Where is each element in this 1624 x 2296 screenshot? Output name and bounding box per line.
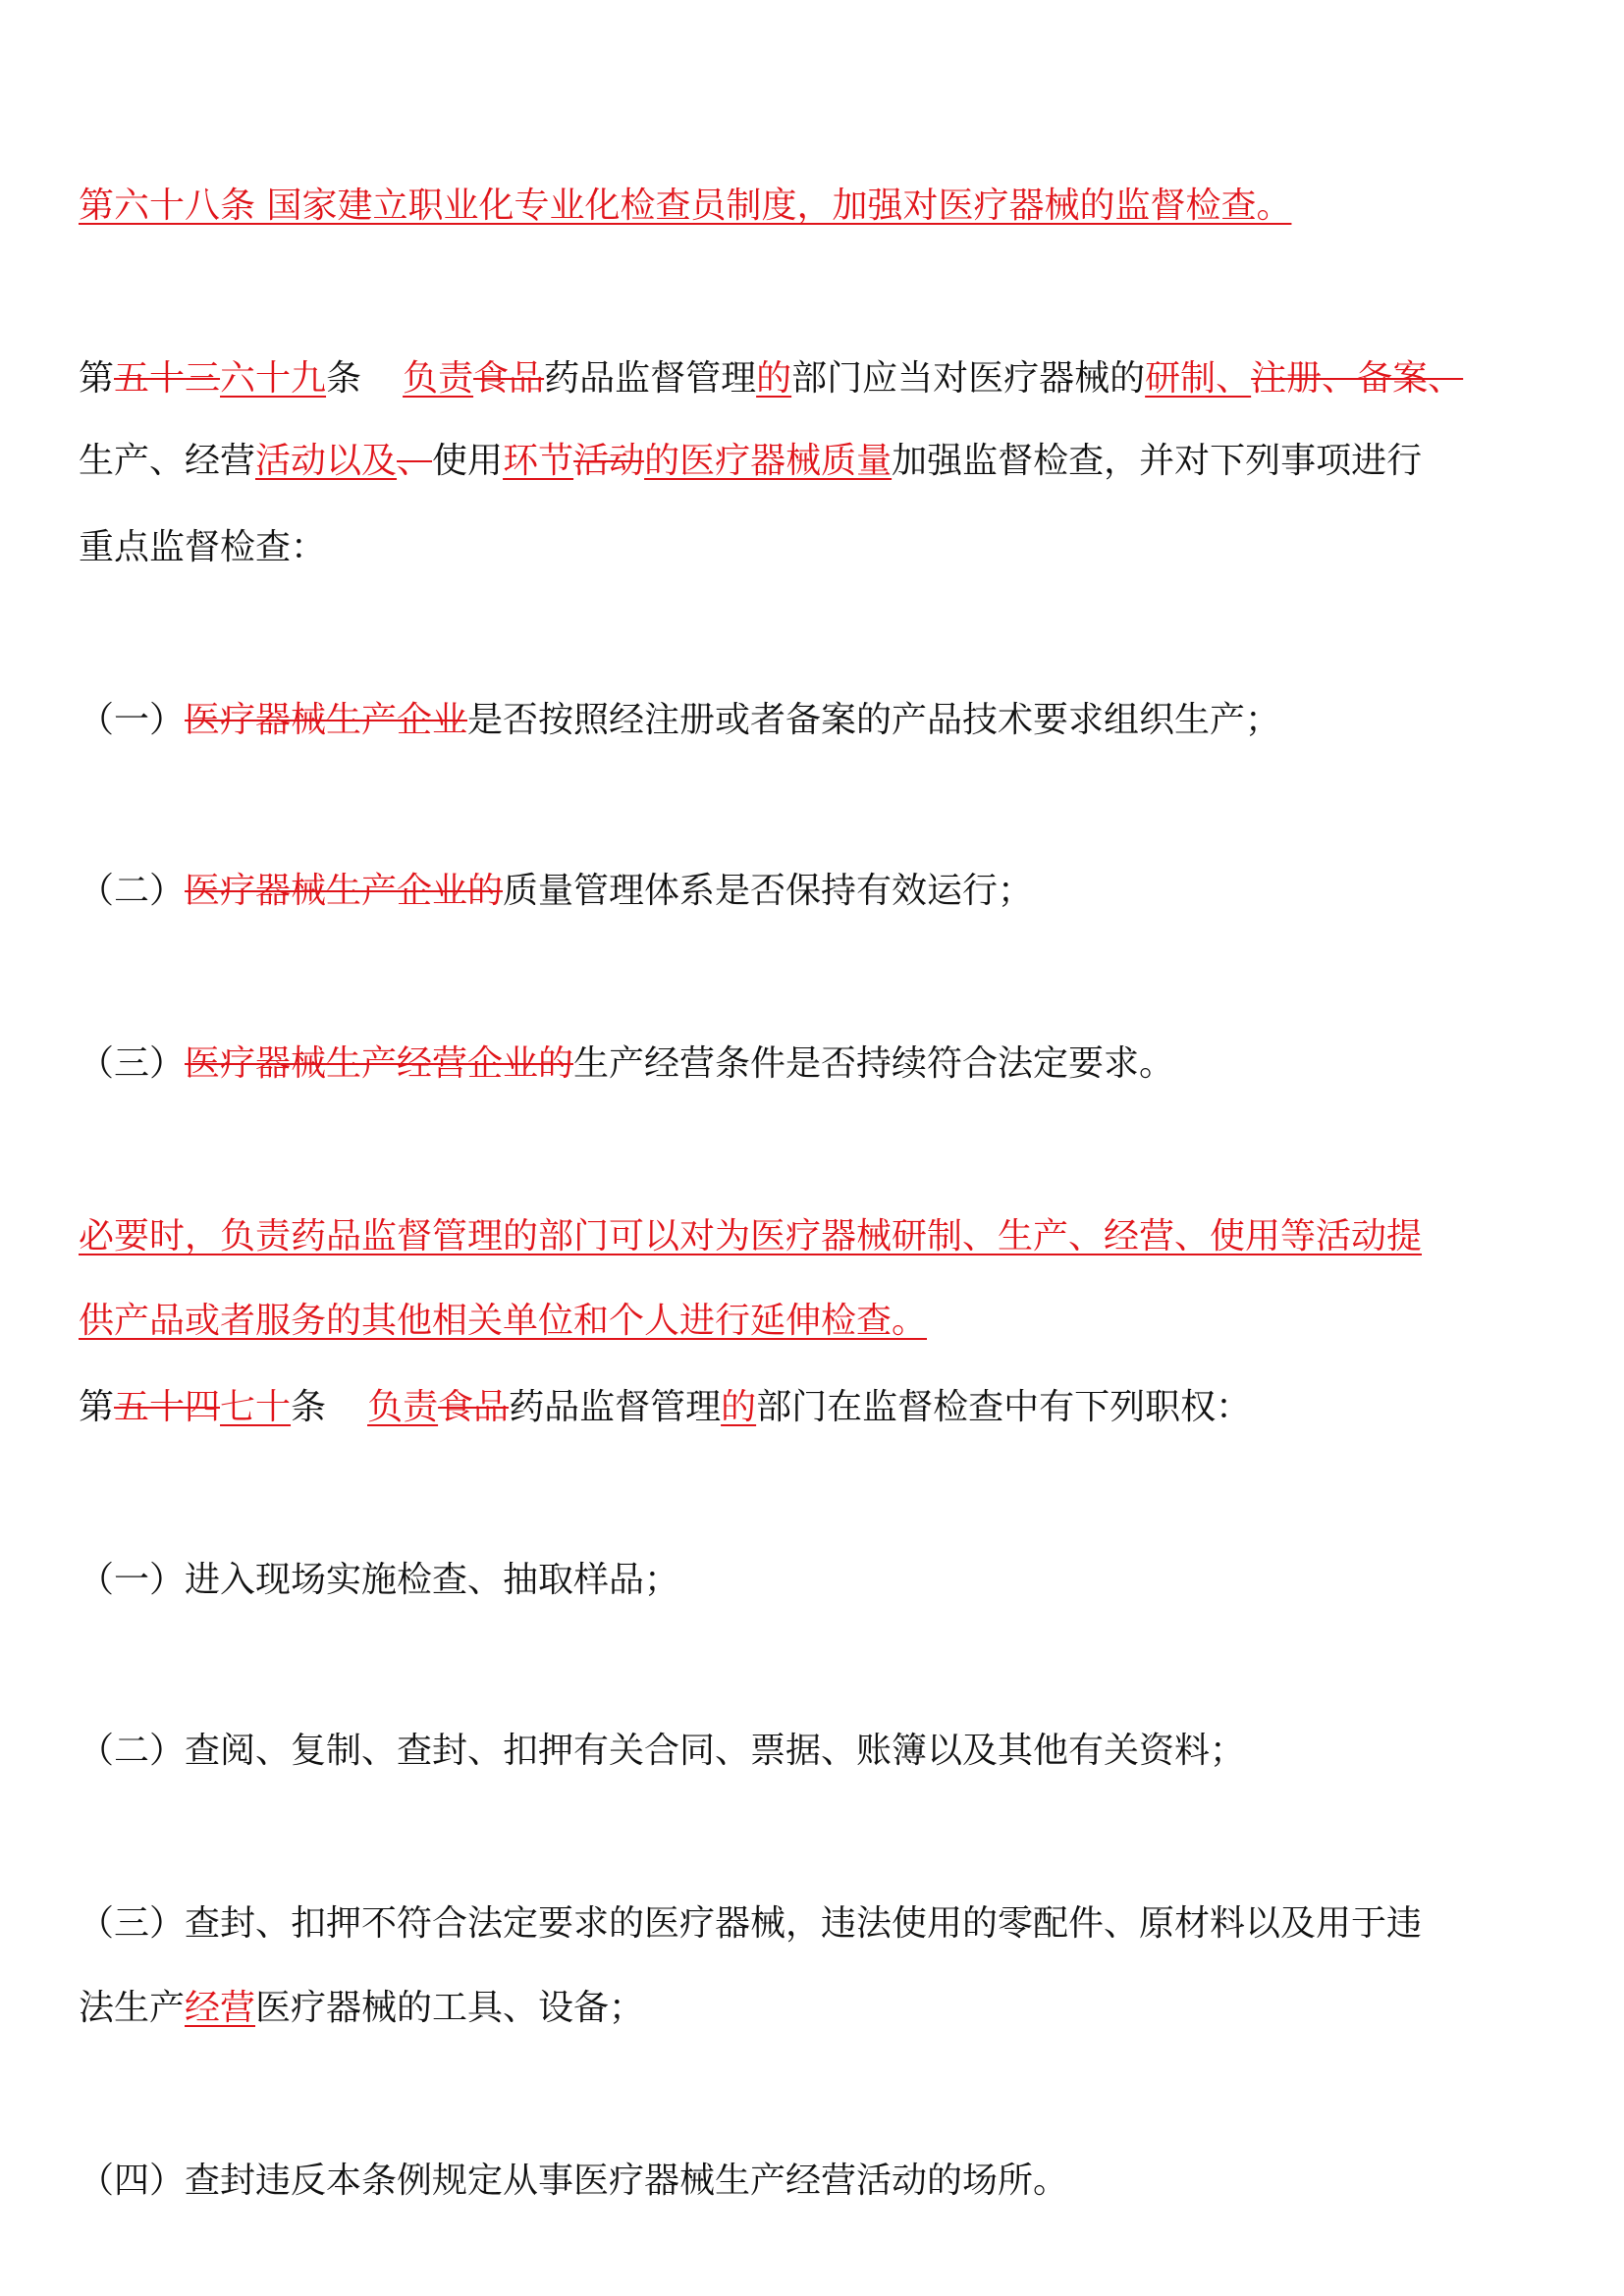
text-segment: 是否按照经注册或者备案的产品技术要求组织生产； [467, 700, 1281, 740]
deleted-text: 五十四 [114, 1387, 221, 1427]
text-segment: 药品监督管理 [509, 1387, 722, 1427]
text-segment: 部门应当对医疗器械的 [791, 358, 1146, 399]
inserted-text: 的 [756, 358, 792, 399]
inserted-text: 七十 [220, 1387, 292, 1427]
text-segment: 法生产 [79, 1988, 186, 2028]
article-69-item-2 [79, 868, 1551, 915]
inserted-text: 负责 [367, 1387, 439, 1427]
deleted-text: 活动 [573, 441, 645, 481]
inserted-text: 负责 [403, 358, 474, 399]
inserted-text: 活动以及 [255, 441, 398, 481]
deleted-text: 医疗器械生产企业 [185, 700, 468, 740]
text-segment: 第 [79, 1387, 115, 1427]
deleted-text: 、 [397, 441, 433, 481]
article-70-item-4: （四）查封违反本条例规定从事医疗器械生产经营活动的场所。 [79, 2161, 1069, 2201]
text-segment: 条 [326, 358, 362, 399]
deleted-text: 食品 [438, 1387, 510, 1427]
inserted-text: 六十九 [220, 358, 327, 399]
extension-inspection-line-2: 供产品或者服务的其他相关单位和个人进行延伸检查。 [79, 1301, 928, 1341]
article-70-heading [79, 1384, 1551, 1431]
extension-inspection-line-1: 必要时，负责药品监督管理的部门可以对为医疗器械研制、生产、经营、使用等活动提 [79, 1216, 1423, 1256]
deleted-text: 医疗器械生产经营企业的 [185, 1043, 574, 1084]
article-70-item-3-line-2 [79, 1985, 1551, 2032]
article-70-item-3-line-1: （三）查封、扣押不符合法定要求的医疗器械，违法使用的零配件、原材料以及用于违 [79, 1903, 1423, 1944]
item-prefix: （二） [79, 871, 186, 911]
inserted-text: 经营 [185, 1988, 256, 2028]
deleted-text: 五十三 [114, 358, 221, 399]
article-70-item-1: （一）进入现场实施检查、抽取样品； [79, 1560, 680, 1600]
item-prefix: （三） [79, 1043, 186, 1084]
article-70-item-2: （二）查阅、复制、查封、扣押有关合同、票据、账簿以及其他有关资料； [79, 1731, 1246, 1771]
text-segment: 生产经营条件是否持续符合法定要求。 [573, 1043, 1175, 1084]
text-segment: 加强监督检查，并对下列事项进行 [892, 441, 1423, 481]
article-68-heading: 第六十八条 国家建立职业化专业化检查员制度，加强对医疗器械的监督检查。 [79, 186, 1292, 226]
text-segment: 医疗器械的工具、设备； [255, 1988, 645, 2028]
inserted-text: 研制、 [1145, 358, 1252, 399]
deleted-text: 医疗器械生产企业的 [185, 871, 504, 911]
text-segment: 质量管理体系是否保持有效运行； [503, 871, 1034, 911]
deleted-text: 注册、备案、 [1251, 358, 1464, 399]
article-69-item-3 [79, 1041, 1551, 1088]
inserted-text: 的 [721, 1387, 757, 1427]
text-segment: 生产、经营 [79, 441, 256, 481]
article-69-line-1 [79, 355, 1551, 402]
inserted-text: 环节 [503, 441, 574, 481]
text-segment: 部门在监督检查中有下列职权： [756, 1387, 1252, 1427]
text-segment: 条 [291, 1387, 327, 1427]
item-prefix: （一） [79, 700, 186, 740]
article-69-line-2 [79, 438, 1551, 485]
text-segment: 使用 [432, 441, 504, 481]
text-segment: 第 [79, 358, 115, 399]
text-segment: 药品监督管理 [544, 358, 757, 399]
article-69-item-1 [79, 697, 1551, 744]
deleted-text: 食品 [473, 358, 545, 399]
inserted-text: 的医疗器械质量 [644, 441, 893, 481]
article-69-line-3: 重点监督检查： [79, 527, 327, 567]
